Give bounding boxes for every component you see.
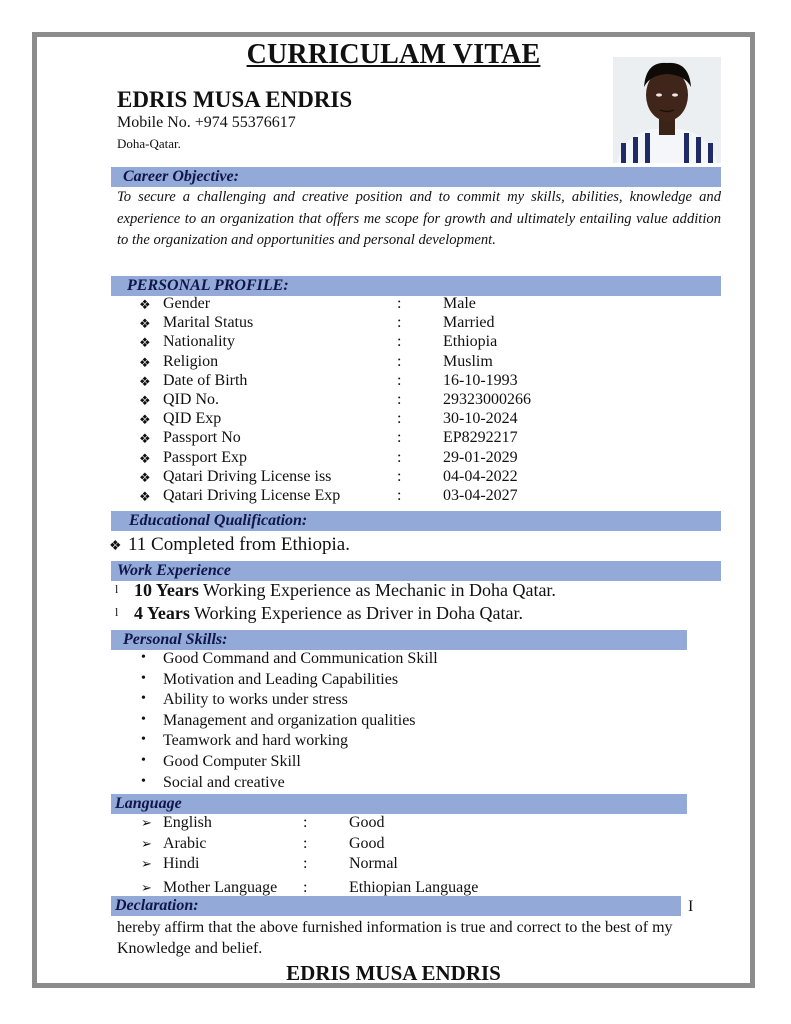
profile-colon: : — [397, 410, 402, 428]
personal-profile-bar — [111, 276, 721, 296]
profile-label: Marital Status — [163, 314, 254, 332]
language-colon: : — [303, 814, 308, 831]
profile-label: Date of Birth — [163, 371, 248, 389]
dot-bullet-icon: • — [141, 691, 146, 707]
profile-value: 03-04-2027 — [443, 487, 518, 504]
person-portrait-icon — [613, 57, 721, 163]
profile-value: 04-04-2022 — [443, 467, 518, 485]
skill-item: Social and creative — [163, 773, 285, 791]
career-objective-text: To secure a challenging and creative position and to commit my skills, abilities, knowledge and experience to an organization that offers me scope for growth and ultimately entailing value addition to the organization and opportunities and personal development. — [117, 189, 721, 248]
signature-name: EDRIS MUSA ENDRIS — [286, 961, 501, 985]
education-heading: Educational Qualification: — [129, 512, 308, 529]
language-colon: : — [303, 855, 308, 872]
profile-label: Gender — [163, 295, 211, 312]
work-text-1: Working Experience as Mechanic in Doha Qatar. — [203, 580, 556, 600]
profile-label: Qatari Driving License iss — [163, 467, 332, 485]
profile-value: 29323000266 — [443, 391, 531, 408]
location: Doha-Qatar. — [117, 136, 181, 151]
candidate-name: EDRIS MUSA ENDRIS — [117, 87, 353, 112]
profile-label: Religion — [163, 352, 219, 370]
skill-item: Good Command and Communication Skill — [163, 650, 438, 667]
profile-label: Passport Exp — [163, 448, 247, 466]
diamond-bullet-icon: ❖ — [139, 316, 151, 332]
profile-colon: : — [397, 391, 402, 408]
arrow-bullet-icon: ➢ — [141, 856, 152, 871]
diamond-bullet-icon: ❖ — [109, 539, 122, 554]
personal-skills-heading: Personal Skills: — [123, 631, 228, 648]
profile-colon: : — [397, 448, 402, 466]
career-objective-heading: Career Objective: — [123, 168, 239, 185]
profile-label: Qatari Driving License Exp — [163, 487, 341, 504]
diamond-bullet-icon: ❖ — [139, 469, 151, 485]
profile-colon: : — [397, 352, 402, 370]
profile-value: 16-10-1993 — [443, 371, 518, 389]
declaration-pronoun: I — [688, 898, 694, 915]
language-heading: Language — [115, 795, 182, 812]
profile-value: Married — [443, 314, 495, 332]
declaration-heading: Declaration: — [115, 897, 199, 914]
work-bullet-icon: l — [115, 582, 119, 596]
profile-value: EP8292217 — [443, 429, 518, 447]
arrow-bullet-icon: ➢ — [141, 815, 152, 830]
career-objective-bar — [111, 167, 721, 187]
document-title: CURRICULAM VITAE — [246, 39, 541, 70]
profile-label: Nationality — [163, 333, 235, 351]
dot-bullet-icon: • — [141, 753, 146, 768]
language-colon: : — [303, 834, 308, 852]
dot-bullet-icon: • — [141, 670, 146, 686]
arrow-bullet-icon: ➢ — [141, 835, 152, 851]
skill-item: Management and organization qualities — [163, 711, 416, 729]
arrow-bullet-icon: ➢ — [141, 880, 152, 895]
diamond-bullet-icon: ❖ — [139, 450, 151, 466]
profile-label: QID Exp — [163, 410, 222, 428]
declaration-text: hereby affirm that the above furnished information is true and correct to the best of my Knowledge and belief. — [117, 919, 673, 957]
skill-item: Good Computer Skill — [163, 753, 301, 770]
work-text-2: Working Experience as Driver in Doha Qatar. — [194, 603, 523, 623]
profile-photo — [613, 57, 721, 163]
diamond-bullet-icon: ❖ — [139, 431, 151, 447]
language-name: English — [163, 814, 212, 831]
profile-label: QID No. — [163, 391, 219, 408]
profile-value: 30-10-2024 — [443, 410, 518, 428]
language-colon: : — [303, 879, 308, 896]
diamond-bullet-icon: ❖ — [139, 393, 151, 408]
dot-bullet-icon: • — [141, 650, 146, 665]
diamond-bullet-icon: ❖ — [139, 354, 151, 370]
work-bullet-icon: l — [115, 605, 119, 619]
language-bar — [111, 794, 687, 814]
profile-colon: : — [397, 487, 402, 504]
profile-value: 29-01-2029 — [443, 448, 518, 466]
skill-item: Teamwork and hard working — [163, 732, 349, 750]
cv-page — [32, 32, 755, 988]
dot-bullet-icon: • — [141, 732, 146, 748]
diamond-bullet-icon: ❖ — [139, 373, 151, 389]
education-bar — [111, 511, 721, 531]
mobile-number: Mobile No. +974 55376617 — [117, 114, 296, 131]
diamond-bullet-icon: ❖ — [139, 489, 151, 504]
profile-value: Muslim — [443, 352, 493, 370]
profile-label: Passport No — [163, 429, 241, 447]
profile-value: Ethiopia — [443, 333, 498, 351]
personal-skills-bar — [111, 630, 687, 650]
work-item-1 — [134, 580, 556, 601]
diamond-bullet-icon: ❖ — [139, 412, 151, 428]
profile-value: Male — [443, 295, 476, 312]
declaration-bar — [111, 896, 681, 916]
work-item-2 — [134, 603, 523, 624]
dot-bullet-icon: • — [141, 773, 146, 789]
language-level: Normal — [349, 855, 398, 872]
language-level: Ethiopian Language — [349, 879, 479, 896]
diamond-bullet-icon: ❖ — [139, 335, 151, 351]
language-name: Hindi — [163, 855, 200, 872]
education-item: 11 Completed from Ethiopia. — [128, 534, 350, 555]
skill-item: Motivation and Leading Capabilities — [163, 670, 399, 688]
language-level: Good — [349, 834, 385, 852]
profile-colon: : — [397, 429, 402, 447]
profile-colon: : — [397, 314, 402, 332]
personal-profile-heading: PERSONAL PROFILE: — [127, 277, 289, 294]
diamond-bullet-icon: ❖ — [139, 297, 151, 312]
profile-colon: : — [397, 467, 402, 485]
work-years-2: 4 Years — [134, 603, 190, 623]
language-name: Mother Language — [163, 879, 278, 896]
work-experience-bar — [111, 561, 721, 581]
profile-colon: : — [397, 333, 402, 351]
work-experience-heading: Work Experience — [117, 562, 231, 579]
skill-item: Ability to works under stress — [163, 691, 348, 709]
dot-bullet-icon: • — [141, 711, 146, 727]
language-level: Good — [349, 814, 385, 831]
profile-colon: : — [397, 371, 402, 389]
profile-colon: : — [397, 295, 402, 312]
work-years-1: 10 Years — [134, 580, 199, 600]
language-name: Arabic — [163, 834, 207, 852]
